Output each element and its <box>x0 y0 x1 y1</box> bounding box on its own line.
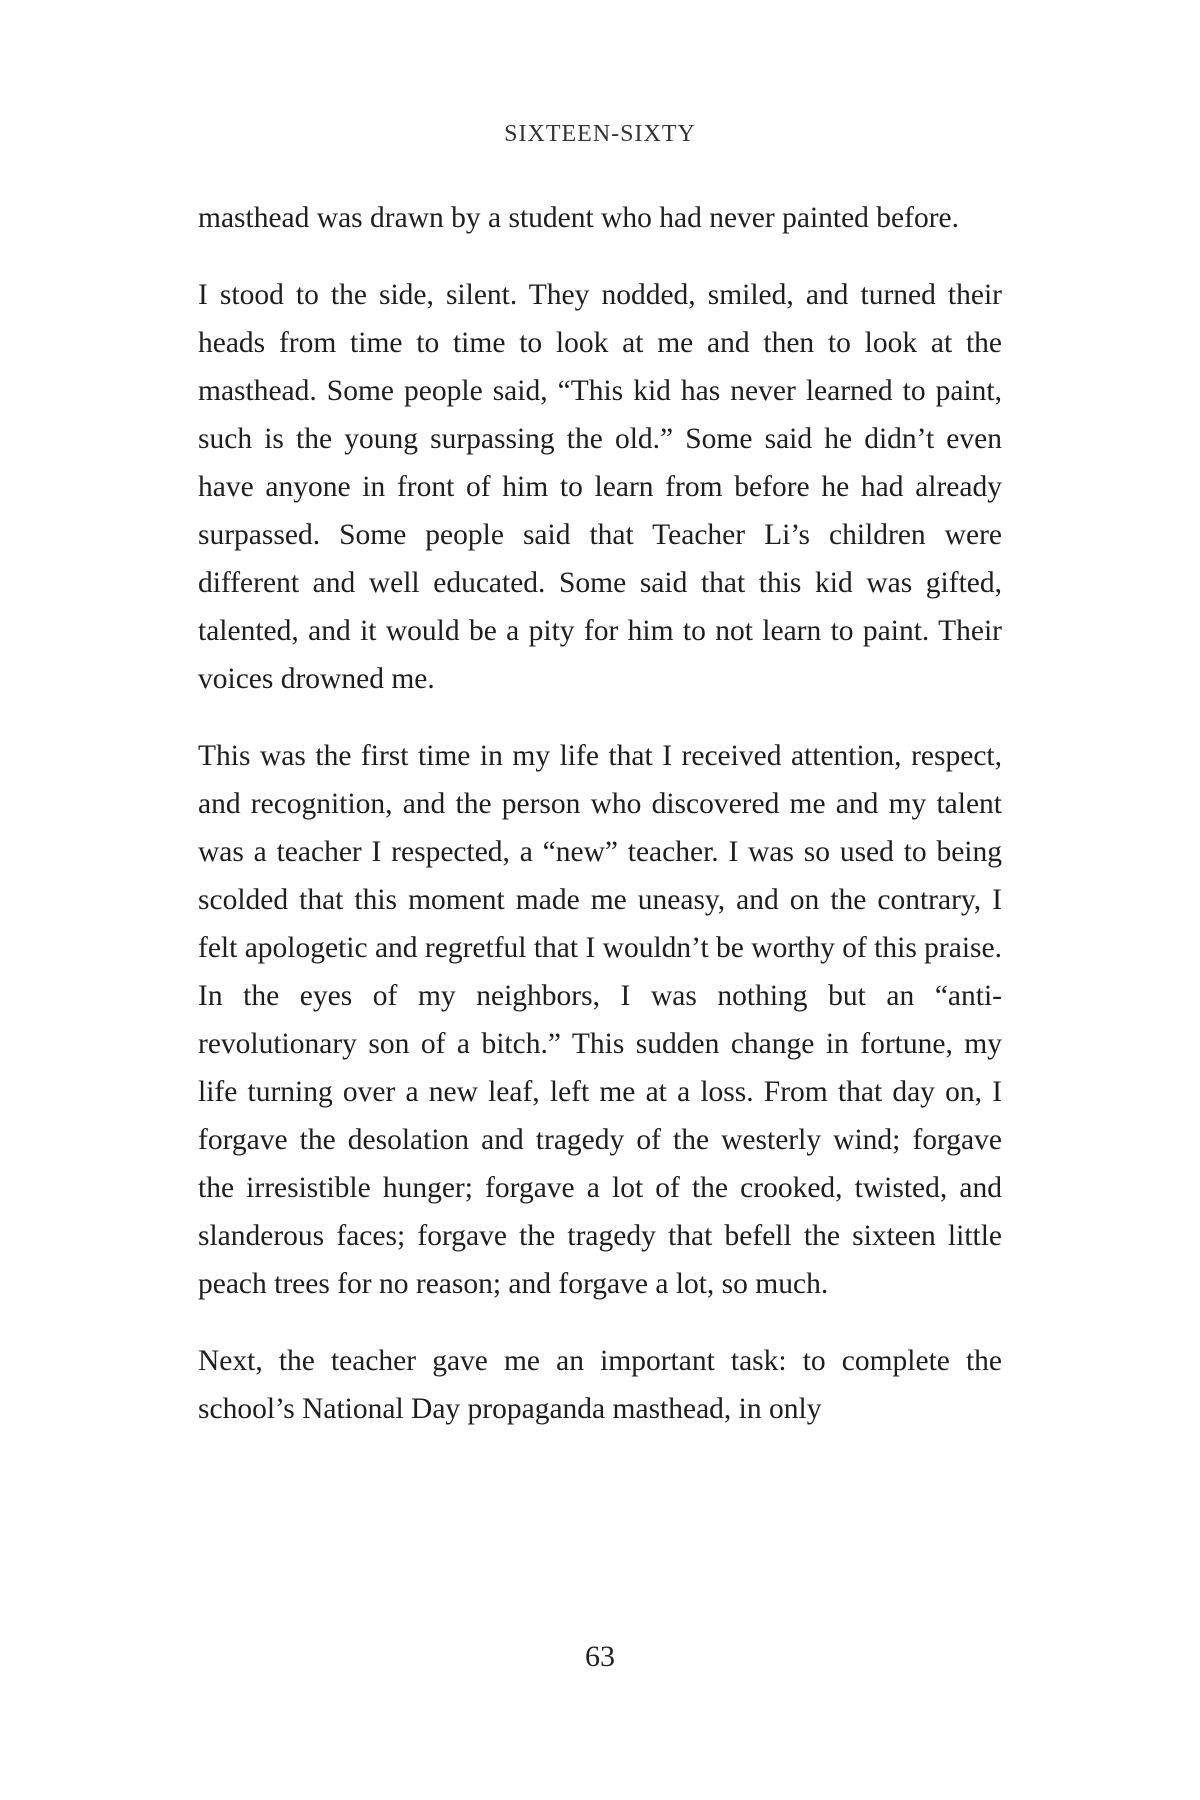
paragraph: Next, the teacher gave me an important task: to complete the school’s National Day propaganda masthead, in only <box>198 1345 1002 1425</box>
paragraph: I stood to the side, silent. They nodded, smiled, and turned their heads from time to time to look at me and then to look at the masthead. Some people said, “This kid has never learned to paint, such is the young surpassing the old.” Some said he didn’t even have anyone in front of him to learn from before he had already surpassed. Some people said that Teacher Li’s children were different and well educated. Some said that this kid was gifted, talented, and it would be a pity for him to not learn to paint. Their voices drowned me. <box>198 279 1002 695</box>
paragraph: This was the first time in my life that I received attention, respect, and recognition, and the person who discovered me and my talent was a teacher I respected, a “new” teacher. I was so used to being scolded that this moment made me uneasy, and on the contrary, I felt apologetic and regretful that I wouldn’t be worthy of this praise. In the eyes of my neighbors, I was nothing but an “anti-revolutionary son of a bitch.” This sudden change in fortune, my life turning over a new leaf, left me at a loss. From that day on, I forgave the desolation and tragedy of the westerly wind; forgave the irresistible hunger; forgave a lot of the crooked, twisted, and slanderous faces; forgave the tragedy that befell the sixteen little peach trees for no reason; and forgave a lot, so much. <box>198 740 1002 1300</box>
running-header: SIXTEEN-SIXTY <box>504 121 696 147</box>
page-number: 63 <box>585 1640 615 1673</box>
body-text <box>198 194 1002 1462</box>
paragraph: masthead was drawn by a student who had never painted before. <box>198 202 960 234</box>
